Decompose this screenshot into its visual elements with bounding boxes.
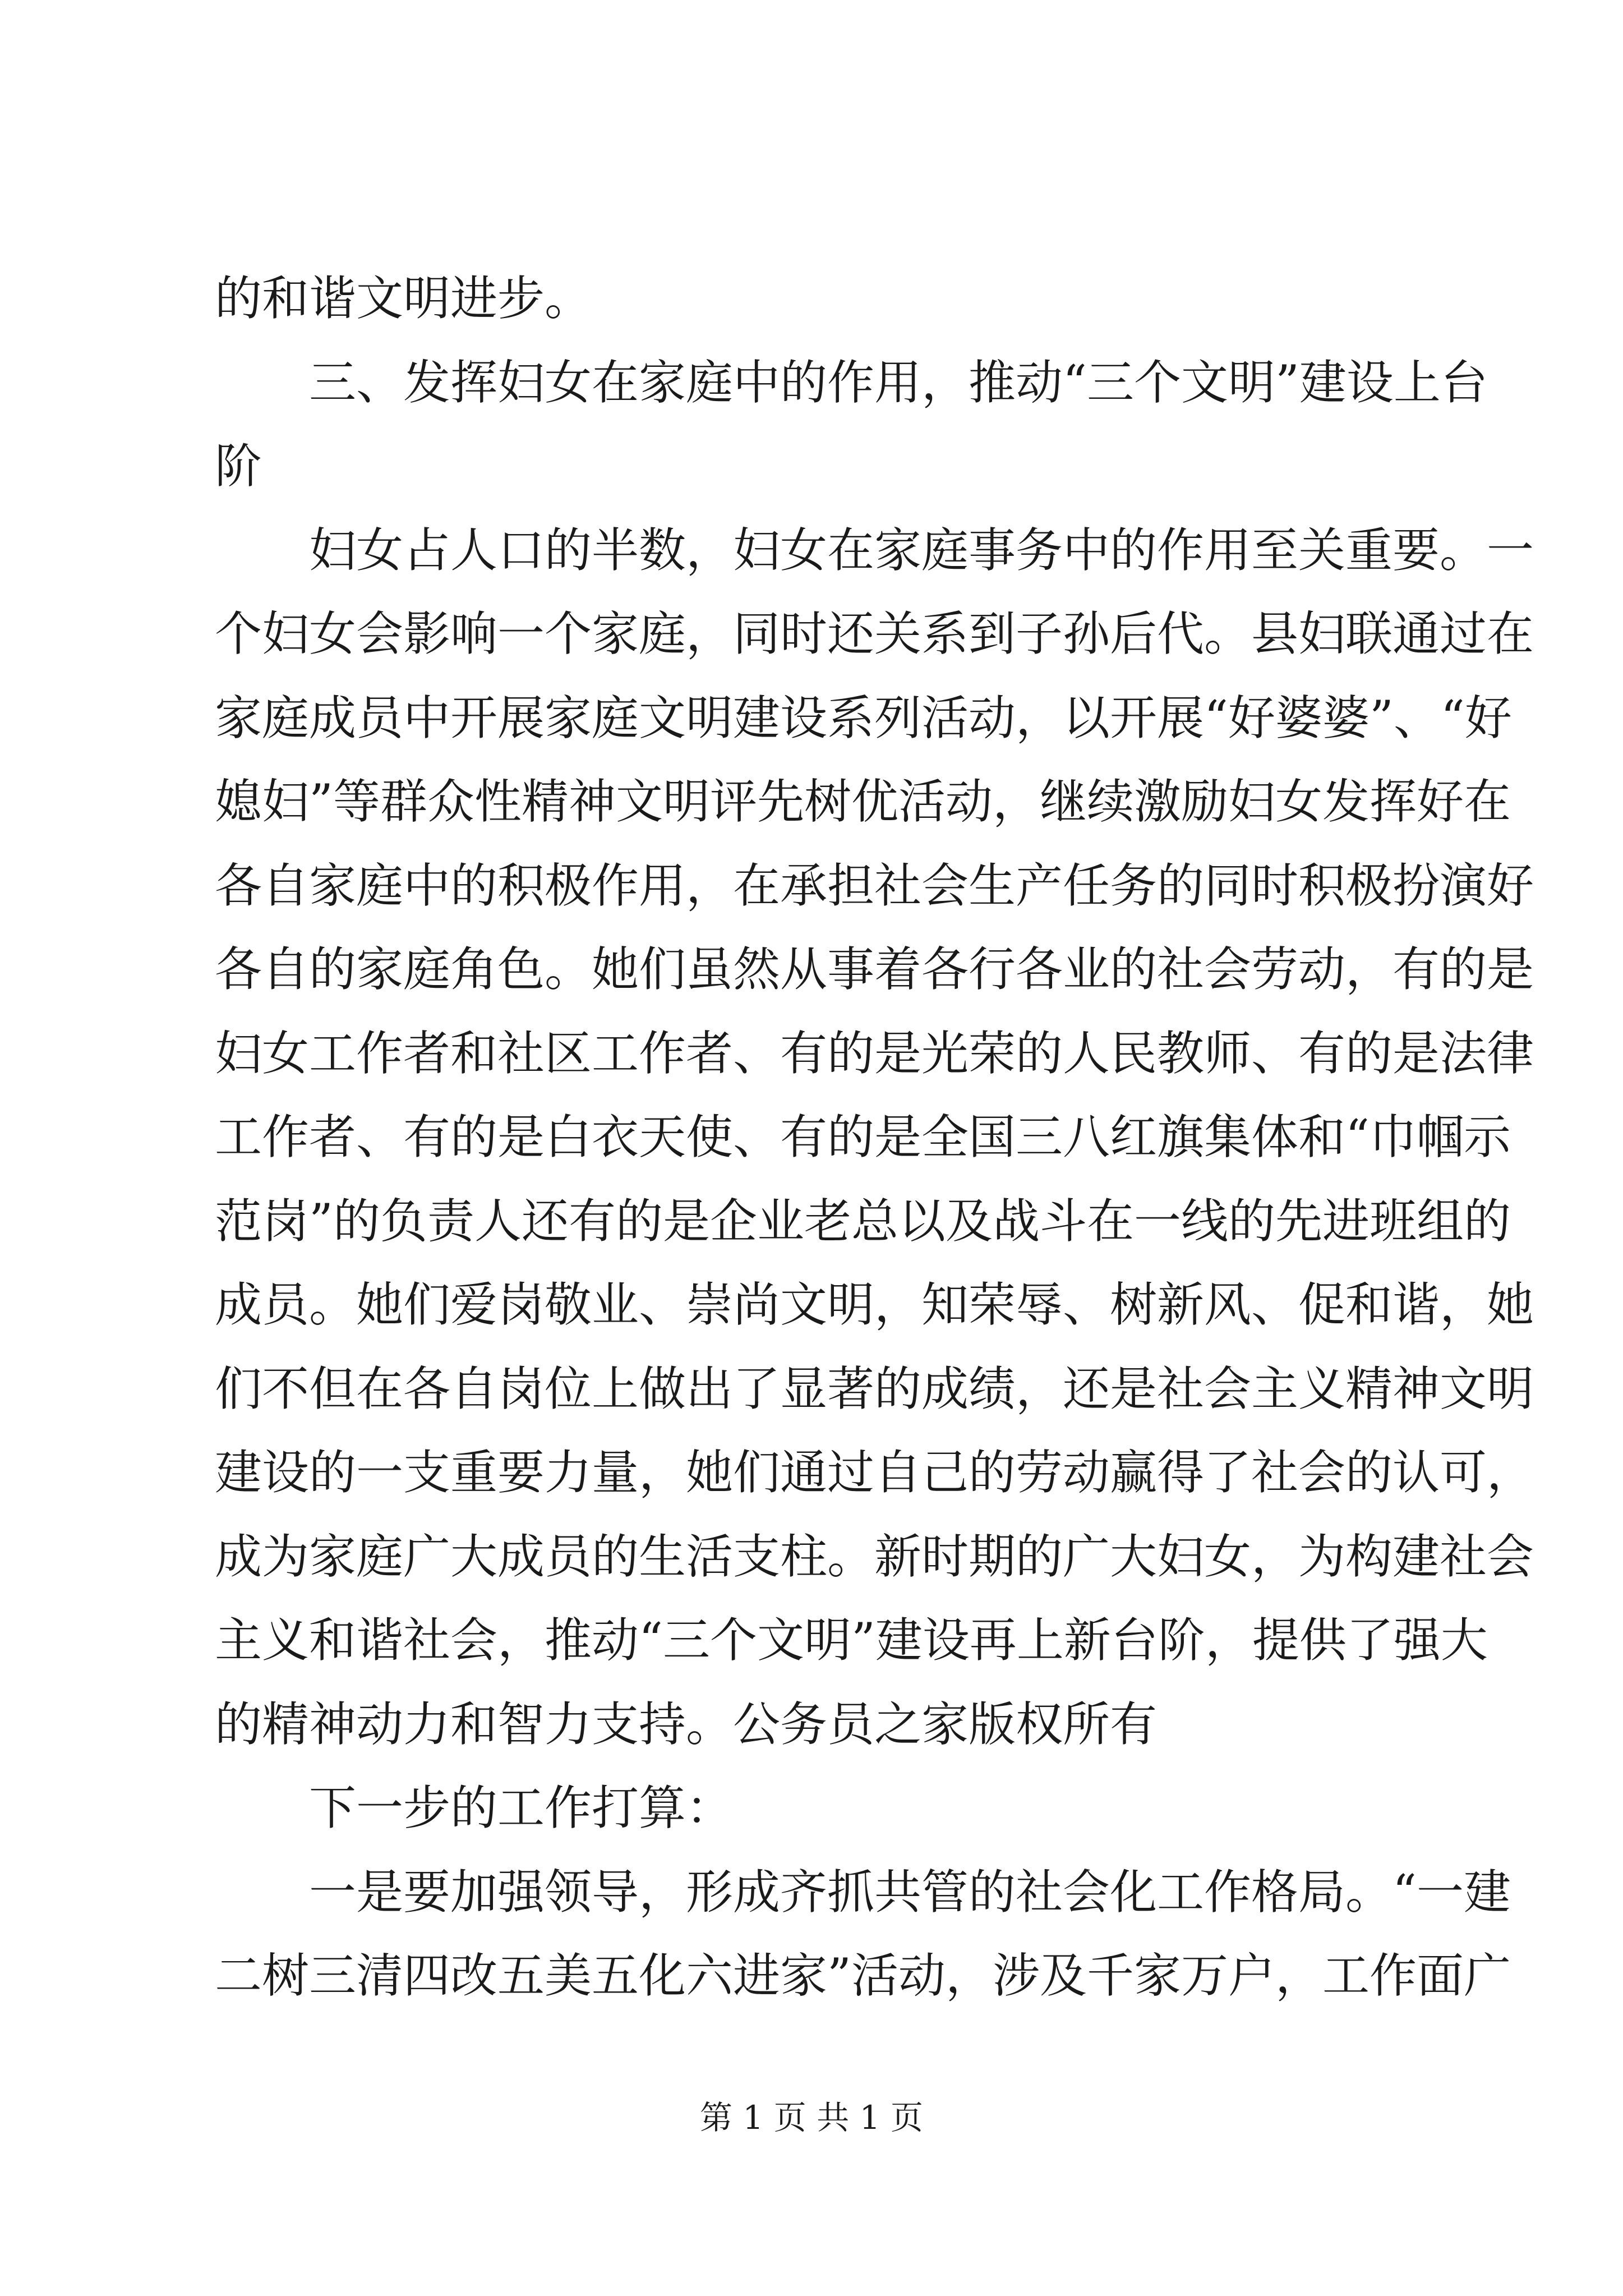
document-body xyxy=(215,257,1534,2018)
section-heading-line: 三、发挥妇女在家庭中的作用，推动“三个文明”建设上台 xyxy=(309,355,1488,410)
text-line: 成员。她们爱岗敬业、崇尚文明，知荣辱、树新风、促和谐，她 xyxy=(215,1277,1534,1332)
text-line: 的和谐文明进步。 xyxy=(215,271,592,326)
text-line: 工作者、有的是白衣天使、有的是全国三八红旗集体和“巾帼示 xyxy=(215,1110,1511,1165)
text-line: 们不但在各自岗位上做出了显著的成绩，还是社会主义精神文明 xyxy=(215,1361,1534,1416)
section-heading-line: 阶 xyxy=(215,439,262,494)
text-line: 各自的家庭角色。她们虽然从事着各行各业的社会劳动，有的是 xyxy=(215,942,1534,997)
text-line: 二树三清四改五美五化六进家”活动，涉及千家万户，工作面广 xyxy=(215,1948,1511,2003)
text-line: 妇女占人口的半数，妇女在家庭事务中的作用至关重要。一 xyxy=(309,522,1534,578)
text-line: 下一步的工作打算： xyxy=(309,1780,734,1835)
text-line: 媳妇”等群众性精神文明评先树优活动，继续激励妇女发挥好在 xyxy=(215,774,1511,829)
page-number-footer: 第 1 页 共 1 页 xyxy=(700,2099,923,2137)
text-line: 一是要加强领导，形成齐抓共管的社会化工作格局。“一建 xyxy=(309,1864,1511,1920)
text-line: 妇女工作者和社区工作者、有的是光荣的人民教师、有的是法律 xyxy=(215,1025,1534,1081)
text-line: 的精神动力和智力支持。公务员之家版权所有 xyxy=(215,1696,1158,1752)
text-line: 家庭成员中开展家庭文明建设系列活动，以开展“好婆婆”、“好 xyxy=(215,690,1512,746)
text-line: 成为家庭广大成员的生活支柱。新时期的广大妇女，为构建社会 xyxy=(215,1529,1534,1584)
text-line: 个妇女会影响一个家庭，同时还关系到子孙后代。县妇联通过在 xyxy=(215,606,1534,661)
text-line: 范岗”的负责人还有的是企业老总以及战斗在一线的先进班组的 xyxy=(215,1193,1511,1249)
text-line: 各自家庭中的积极作用，在承担社会生产任务的同时积极扮演好 xyxy=(215,858,1534,913)
text-line: 主义和谐社会，推动“三个文明”建设再上新台阶，提供了强大 xyxy=(215,1613,1488,1668)
text-line: 建设的一支重要力量，她们通过自己的劳动赢得了社会的认可， xyxy=(215,1445,1534,1500)
